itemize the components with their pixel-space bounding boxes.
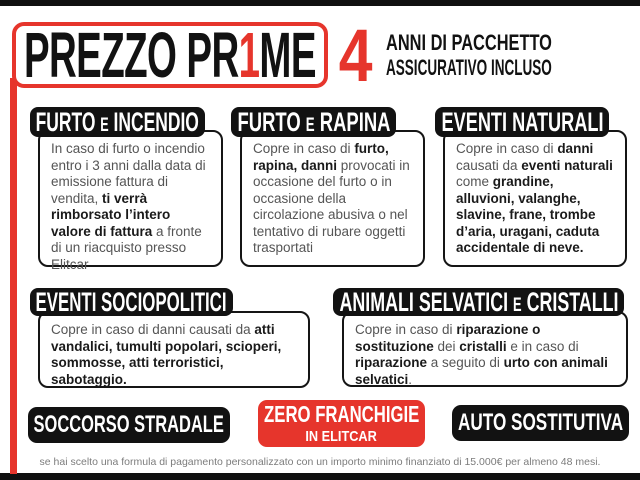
card-title-box xyxy=(30,288,233,316)
tagline-line1-row xyxy=(386,30,554,55)
card-text: Copre in caso di danni causati da eventi naturali come grandine, alluvioni, valanghe, slavine, frane, trombe d’aria, uragani, caduta accidentale di neve. xyxy=(456,141,613,255)
title-highlight-one: 1 xyxy=(238,19,260,91)
card-animali-selvatici-e-cristalli xyxy=(333,286,624,387)
badge-zero-line2: IN ELITCAR xyxy=(305,428,378,445)
card-text: In caso di furto o incendio entro i 3 anni dalla data di emissione fattura di vendita, ti verrà rimborsato l’intero valore di fattura a fronte di un riacquisto presso Elitcar xyxy=(51,141,206,272)
badge-zero-franchigie xyxy=(258,400,425,447)
top-letterbox-bar xyxy=(0,0,640,6)
card-eventi-sociopolitici xyxy=(30,286,282,387)
tagline-line1: ANNI DI PACCHETTO xyxy=(386,29,552,55)
big-number-digit: 4 xyxy=(339,14,373,97)
card-body xyxy=(342,311,628,387)
card-text: Copre in caso di riparazione o sostituzione dei cristalli e in caso di riparazione a seguito di urto con animali selvatici. xyxy=(355,322,608,387)
card-body xyxy=(443,130,627,267)
red-vertical-line xyxy=(10,78,17,474)
bottom-letterbox-bar xyxy=(0,473,640,480)
card-furto-e-rapina xyxy=(231,106,410,255)
footnote: se hai scelto una formula di pagamento personalizzato con un importo minimo finanziato di 15.000€ per almeno 48 mesi. xyxy=(39,456,601,468)
card-eventi-naturali xyxy=(435,106,613,255)
card-title-box xyxy=(435,107,609,137)
card-title: ANIMALI SELVATICI E CRISTALLI xyxy=(339,286,618,317)
card-title: EVENTI SOCIOPOLITICI xyxy=(35,286,228,317)
card-title: EVENTI NATURALI xyxy=(441,106,603,137)
card-body xyxy=(38,311,310,388)
badge-soccorso-label: SOCCORSO STRADALE xyxy=(33,411,225,438)
card-title-box xyxy=(333,288,624,316)
badge-auto-sostitutiva xyxy=(452,405,629,441)
badge-zero-line1: ZERO FRANCHIGIE xyxy=(263,401,420,427)
card-title-box xyxy=(231,107,396,137)
tagline xyxy=(386,30,554,80)
card-body xyxy=(240,130,425,267)
big-number-four xyxy=(334,14,378,97)
tagline-line2-row xyxy=(386,55,554,80)
card-title: FURTO E INCENDIO xyxy=(35,106,200,137)
card-text: Copre in caso di danni causati da atti vandalici, tumulti popolari, scioperi, sommosse, atti terroristici, sabotaggio. xyxy=(51,322,282,387)
card-title-box xyxy=(30,107,205,137)
tagline-line2: ASSICURATIVO INCLUSO xyxy=(386,54,552,80)
badge-auto-label: AUTO SOSTITUTIVA xyxy=(457,409,624,436)
page-title xyxy=(24,19,316,91)
card-title: FURTO E RAPINA xyxy=(237,106,391,137)
title-pre: PREZZO PR xyxy=(24,19,239,91)
title-post: ME xyxy=(259,19,316,91)
card-text: Copre in caso di furto, rapina, danni provocati in occasione del furto o in occasione della circolazione abusiva o nel tentativo di rubare oggetti trasportati xyxy=(253,141,410,255)
card-body xyxy=(38,130,223,272)
card-furto-e-incendio xyxy=(30,106,206,272)
title-box xyxy=(12,19,328,91)
badge-soccorso-stradale xyxy=(28,407,230,443)
